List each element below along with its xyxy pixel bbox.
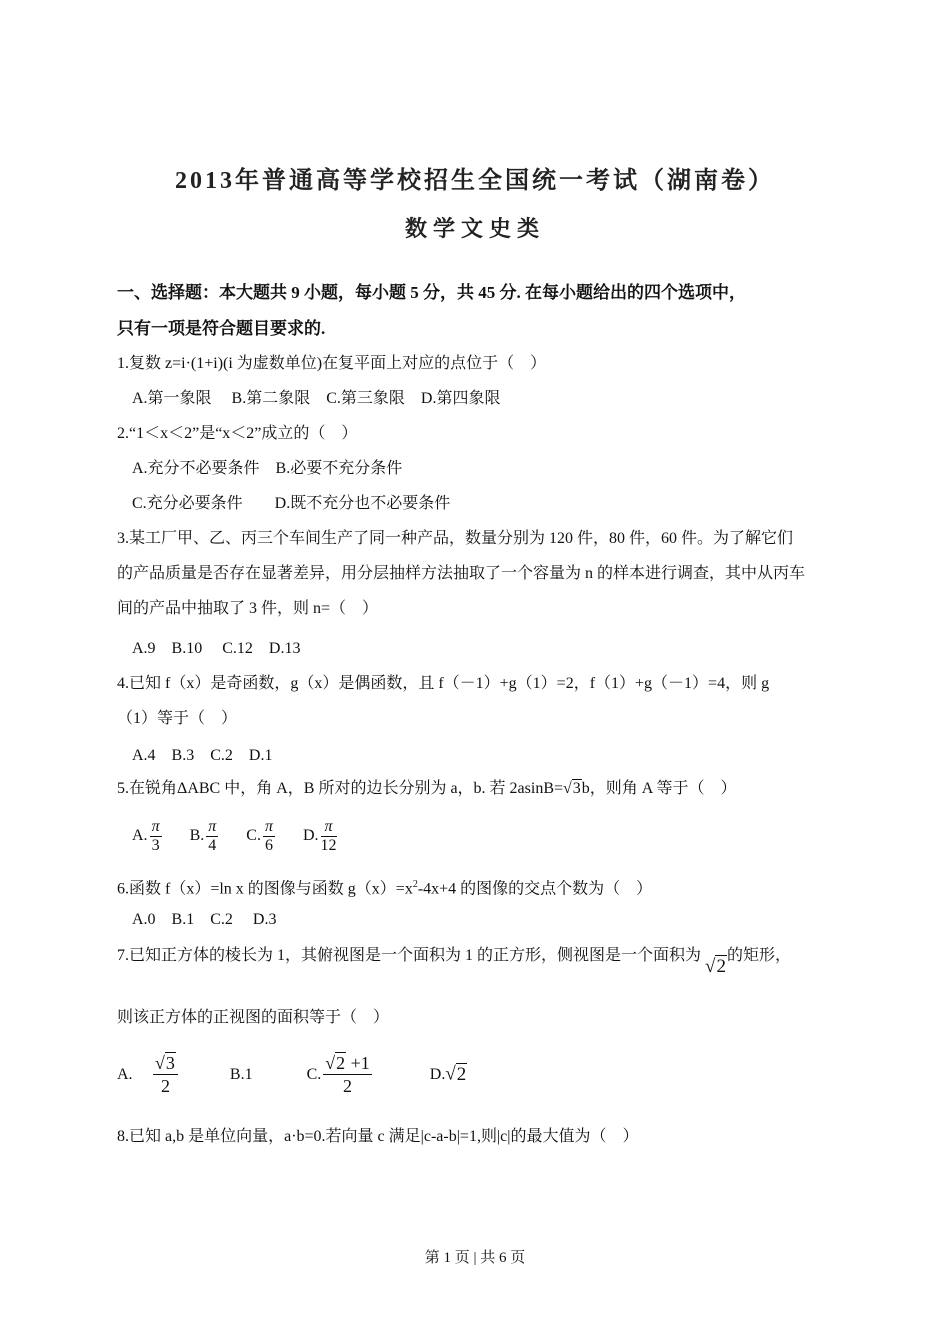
- q4-line-2: （1）等于（ ）: [117, 710, 238, 727]
- q5-text-b: ABC 中，角 A，B 所对的边长分别为 a，b. 若 2asinB=: [187, 780, 564, 797]
- q3-line-2: 的产品质量是否存在显著差异，用分层抽样方法抽取了一个容量为 n 的样本进行调查，其中从丙车: [117, 565, 806, 582]
- q1-stem: 1.复数 z=i·(1+i)(i 为虚数单位)在复平面上对应的点位于（ ）: [117, 355, 547, 372]
- q5-option-c: C. $\frac{\pi}{6}$: [246, 818, 273, 854]
- triangle-symbol: Δ: [177, 780, 188, 797]
- q2-options-1: A.充分不必要条件 B.必要不充分条件: [132, 460, 403, 477]
- q5-text-a: 5.在锐角: [117, 780, 178, 797]
- q7-line-2: 则该正方体的正视图的面积等于（ ）: [117, 1009, 390, 1026]
- q5-options: [132, 818, 361, 855]
- section-heading-cont: 只有一项是符合题目要求的.: [117, 319, 326, 338]
- q3-line-3: 间的产品中抽取了 3 件，则 n=（ ）: [117, 600, 379, 617]
- q4-options: A.4 B.3 C.2 D.1: [132, 747, 273, 764]
- q5-stem: [117, 779, 736, 799]
- q4-line-1: 4.已知 f（x）是奇函数，g（x）是偶函数，且 f（－1）+g（1）=2，f（1）+g（－1）=4，则 g: [117, 675, 770, 692]
- q5-option-a: A. $\frac{\pi}{3}$: [132, 818, 160, 854]
- q5-option-b: B. $\frac{\pi}{4}$: [189, 818, 217, 854]
- sqrt-3: √3: [563, 780, 581, 797]
- q3-options: A.9 B.10 C.12 D.13: [132, 640, 301, 657]
- q3-line-1: 3.某工厂甲、乙、丙三个车间生产了同一种产品，数量分别为 120 件，80 件，60 件。为了解它们: [117, 530, 794, 547]
- exam-subtitle: 数学文史类: [404, 216, 545, 241]
- sqrt-2: √2: [705, 956, 726, 977]
- q2-stem: 2.“1＜x＜2”是“x＜2”成立的（ ）: [117, 425, 358, 442]
- q6-options: A.0 B.1 C.2 D.3: [132, 911, 277, 928]
- exam-title: 2013年普通高等学校招生全国统一考试（湖南卷）: [175, 168, 775, 194]
- page-footer: 第 1 页 | 共 6 页: [424, 1250, 526, 1266]
- section-heading: 一、选择题：本大题共 9 小题，每小题 5 分，共 45 分. 在每小题给出的四个选项中，: [117, 283, 746, 302]
- q7-options: A. $\frac{√3}{2}$ B.1 C. $\frac{√2 +1}{2}$ D.√2: [117, 1053, 467, 1096]
- q5-option-d: D. $\frac{\pi}{12}$: [302, 818, 337, 854]
- q1-options: A.第一象限 B.第二象限 C.第三象限 D.第四象限: [132, 390, 501, 407]
- q2-options-2: C.充分必要条件 D.既不充分也不必要条件: [132, 495, 451, 512]
- q8-stem: 8.已知 a,b 是单位向量，a·b=0.若向量 c 满足|c-a-b|=1,则|c|的最大值为（ ）: [117, 1128, 639, 1145]
- q7-line-1: 7.已知正方体的棱长为 1，其俯视图是一个面积为 1 的正方形，侧视图是一个面积为 √2的矩形，: [117, 947, 791, 977]
- q5-text-c: b，则角 A 等于（ ）: [581, 780, 737, 797]
- q6-stem: 6.函数 f（x）=ln x 的图像与函数 $g(x)=x^2-4x+4$ 的图像的交点个数为（ ）: [117, 879, 653, 898]
